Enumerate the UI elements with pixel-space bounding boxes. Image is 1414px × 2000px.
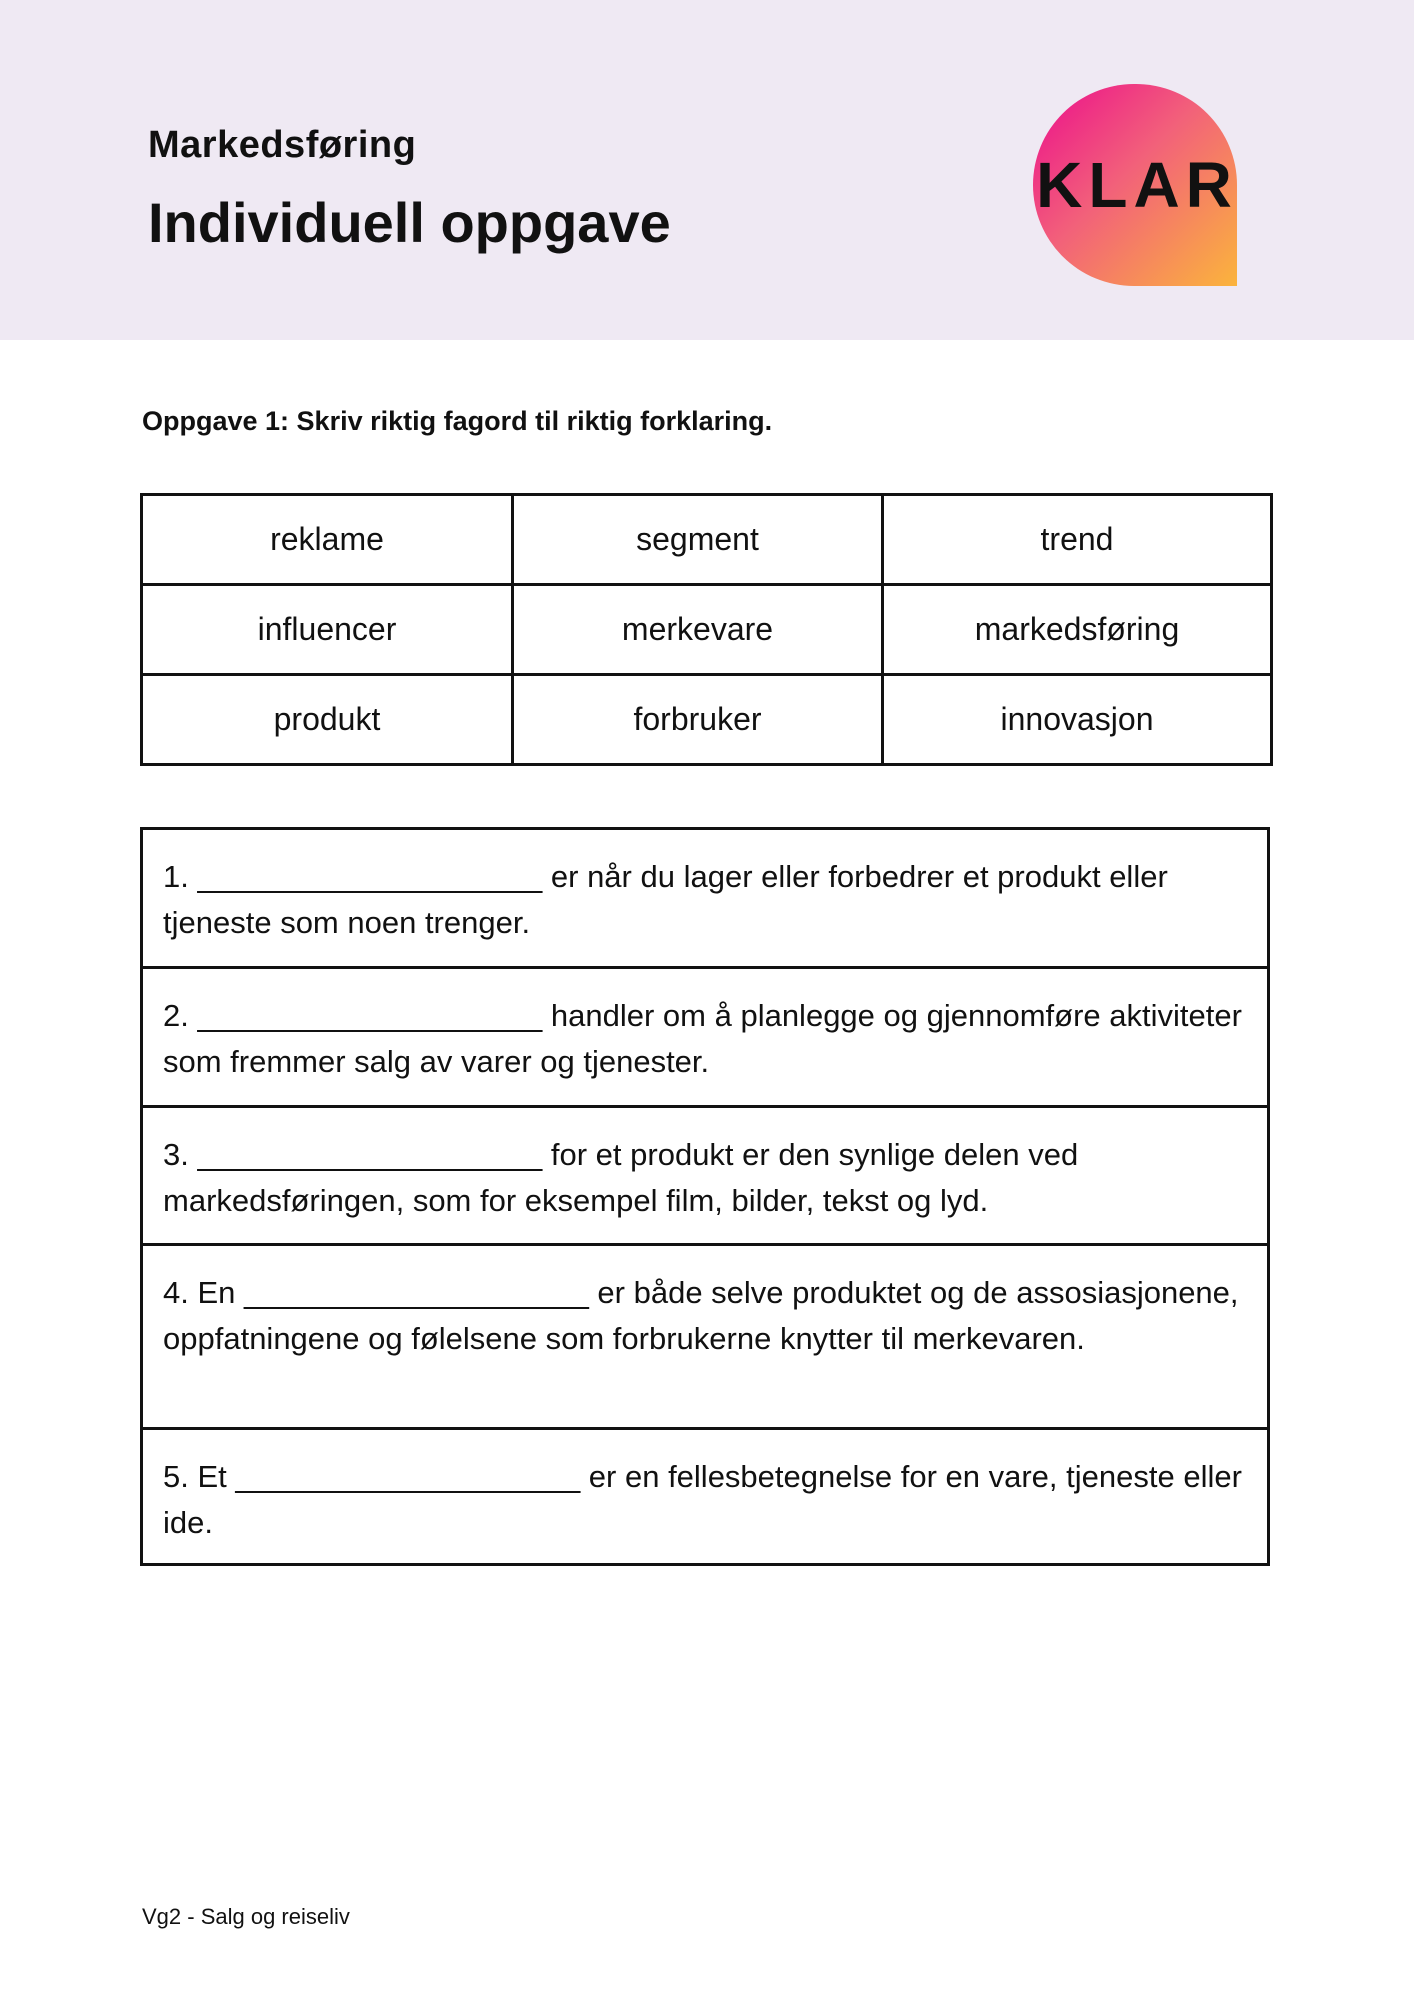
word-cell: innovasjon bbox=[883, 675, 1272, 765]
word-table-row bbox=[142, 675, 1272, 765]
word-cell: influencer bbox=[142, 585, 513, 675]
word-cell: trend bbox=[883, 495, 1272, 585]
sentence-item: 5. Et ____________________ er en fellesbetegnelse for en vare, tjeneste eller ide. bbox=[143, 1427, 1267, 1563]
page-header bbox=[0, 0, 1414, 340]
word-cell: markedsføring bbox=[883, 585, 1272, 675]
word-cell: merkevare bbox=[513, 585, 883, 675]
word-table-row bbox=[142, 585, 1272, 675]
logo-text: KLAR bbox=[1036, 149, 1238, 221]
task-heading: Oppgave 1: Skriv riktig fagord til riktig forklaring. bbox=[142, 406, 773, 436]
word-cell: segment bbox=[513, 495, 883, 585]
word-table bbox=[140, 493, 1273, 766]
page-title: Individuell oppgave bbox=[148, 191, 671, 254]
word-cell: forbruker bbox=[513, 675, 883, 765]
sentence-item: 2. ____________________ handler om å planlegge og gjennomføre aktiviteter som fremmer salg av varer og tjenester. bbox=[143, 966, 1267, 1105]
subject-label: Markedsføring bbox=[148, 124, 417, 166]
klar-logo bbox=[1033, 84, 1237, 286]
page-footer: Vg2 - Salg og reiseliv bbox=[142, 1904, 350, 1929]
word-cell: reklame bbox=[142, 495, 513, 585]
sentence-list bbox=[140, 827, 1270, 1566]
sentence-item: 4. En ____________________ er både selve produktet og de assosiasjonene, oppfatningene og følelsene som forbrukerne knytter til merkevaren. bbox=[143, 1243, 1267, 1427]
sentence-item: 3. ____________________ for et produkt er den synlige delen ved markedsføringen, som for eksempel film, bilder, tekst og lyd. bbox=[143, 1105, 1267, 1243]
word-table-row bbox=[142, 495, 1272, 585]
word-cell: produkt bbox=[142, 675, 513, 765]
sentence-item: 1. ____________________ er når du lager eller forbedrer et produkt eller tjeneste som noen trenger. bbox=[163, 859, 1168, 940]
